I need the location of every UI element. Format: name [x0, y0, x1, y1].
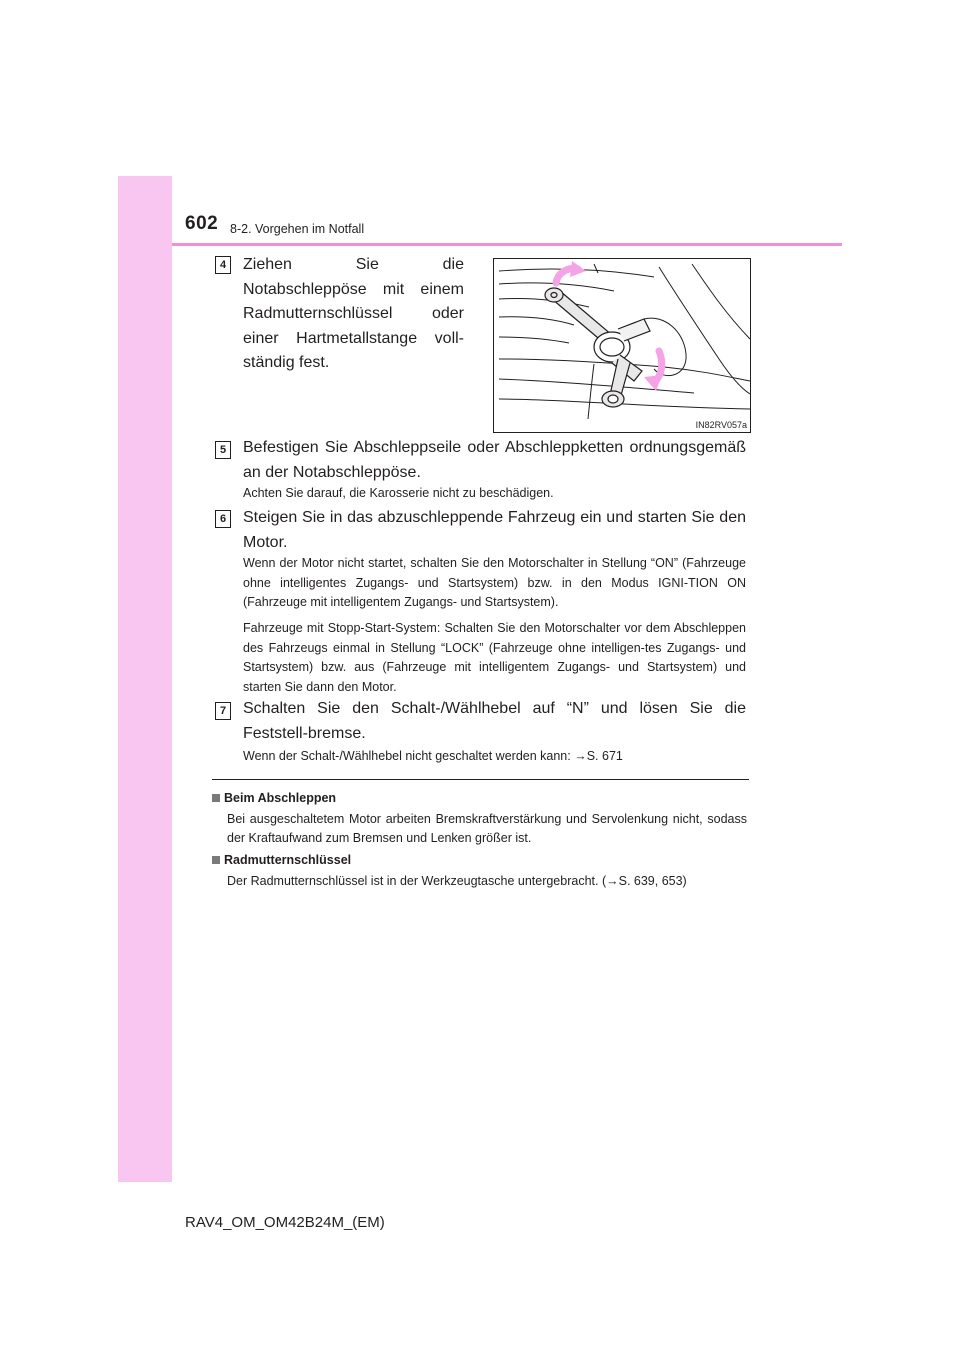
section-divider	[212, 779, 749, 780]
step-badge-7: 7	[215, 702, 231, 720]
info-text-radmutternschluessel: Der Radmutternschlüssel ist in der Werkzeugtasche untergebracht. (→S. 639, 653)	[227, 874, 687, 888]
step-badge-5: 5	[215, 441, 231, 459]
step-6-note-2: Fahrzeuge mit Stopp-Start-System: Schalten Sie den Motorschalter vor dem Abschleppen des Fahrzeugs einmal in Stellung “LOCK” (Fahrzeuge ohne intelligen-tes Zugangs- und Startsystem) bzw. aus (Fahrzeuge mit intelligentem Zugangs- und Startsystem) und starten Sie dann den Motor.	[243, 621, 746, 694]
step-6-note-1: Wenn der Motor nicht startet, schalten Sie den Motorschalter in Stellung “ON” (Fahrzeuge ohne intelligentes Zugangs- und Startsystem) bzw. in den Modus IGNI-TION ON (Fahrzeuge mit intelligentem Zugangs- und Startsystem).	[243, 556, 746, 609]
figure-code: IN82RV057a	[695, 420, 747, 430]
tow-eye-figure	[493, 258, 751, 433]
step-7-note: Wenn der Schalt-/Wählhebel nicht geschaltet werden kann: →S. 671	[243, 749, 623, 763]
info-heading-text: Radmutternschlüssel	[224, 853, 352, 867]
info-heading-abschleppen	[212, 791, 336, 805]
step-badge-6: 6	[215, 510, 231, 528]
step-6-text: Steigen Sie in das abzuschleppende Fahrzeug ein und starten Sie den Motor.	[243, 509, 746, 551]
square-bullet-icon	[212, 794, 220, 802]
step-4-text: Ziehen Sie die Notabschleppöse mit einem Radmutternschlüssel oder einer Hartmetallstange voll-ständig fest.	[243, 256, 464, 371]
header-rule	[172, 243, 842, 246]
step-7-text: Schalten Sie den Schalt-/Wählhebel auf “N” und lösen Sie die Feststell-bremse.	[243, 700, 746, 742]
wheel-wrench-tow-eye-illustration	[494, 259, 750, 432]
side-color-band	[118, 176, 172, 1182]
step-5-text: Befestigen Sie Abschleppseile oder Abschleppketten ordnungsgemäß an der Notabschleppöse.	[243, 439, 746, 481]
section-title: 8-2. Vorgehen im Notfall	[230, 222, 365, 236]
square-bullet-icon	[212, 856, 220, 864]
step-badge-4: 4	[215, 256, 231, 274]
info-heading-text: Beim Abschleppen	[224, 791, 337, 805]
step-5-note: Achten Sie darauf, die Karosserie nicht zu beschädigen.	[243, 486, 554, 500]
info-heading-radmutternschluessel	[212, 853, 351, 867]
page-number: 602	[185, 213, 219, 234]
document-code-footer: RAV4_OM_OM42B24M_(EM)	[185, 1214, 385, 1231]
info-text-abschleppen: Bei ausgeschaltetem Motor arbeiten Bremskraftverstärkung und Servolenkung nicht, sodass der Kraftaufwand zum Bremsen und Lenken größer ist.	[227, 812, 747, 845]
